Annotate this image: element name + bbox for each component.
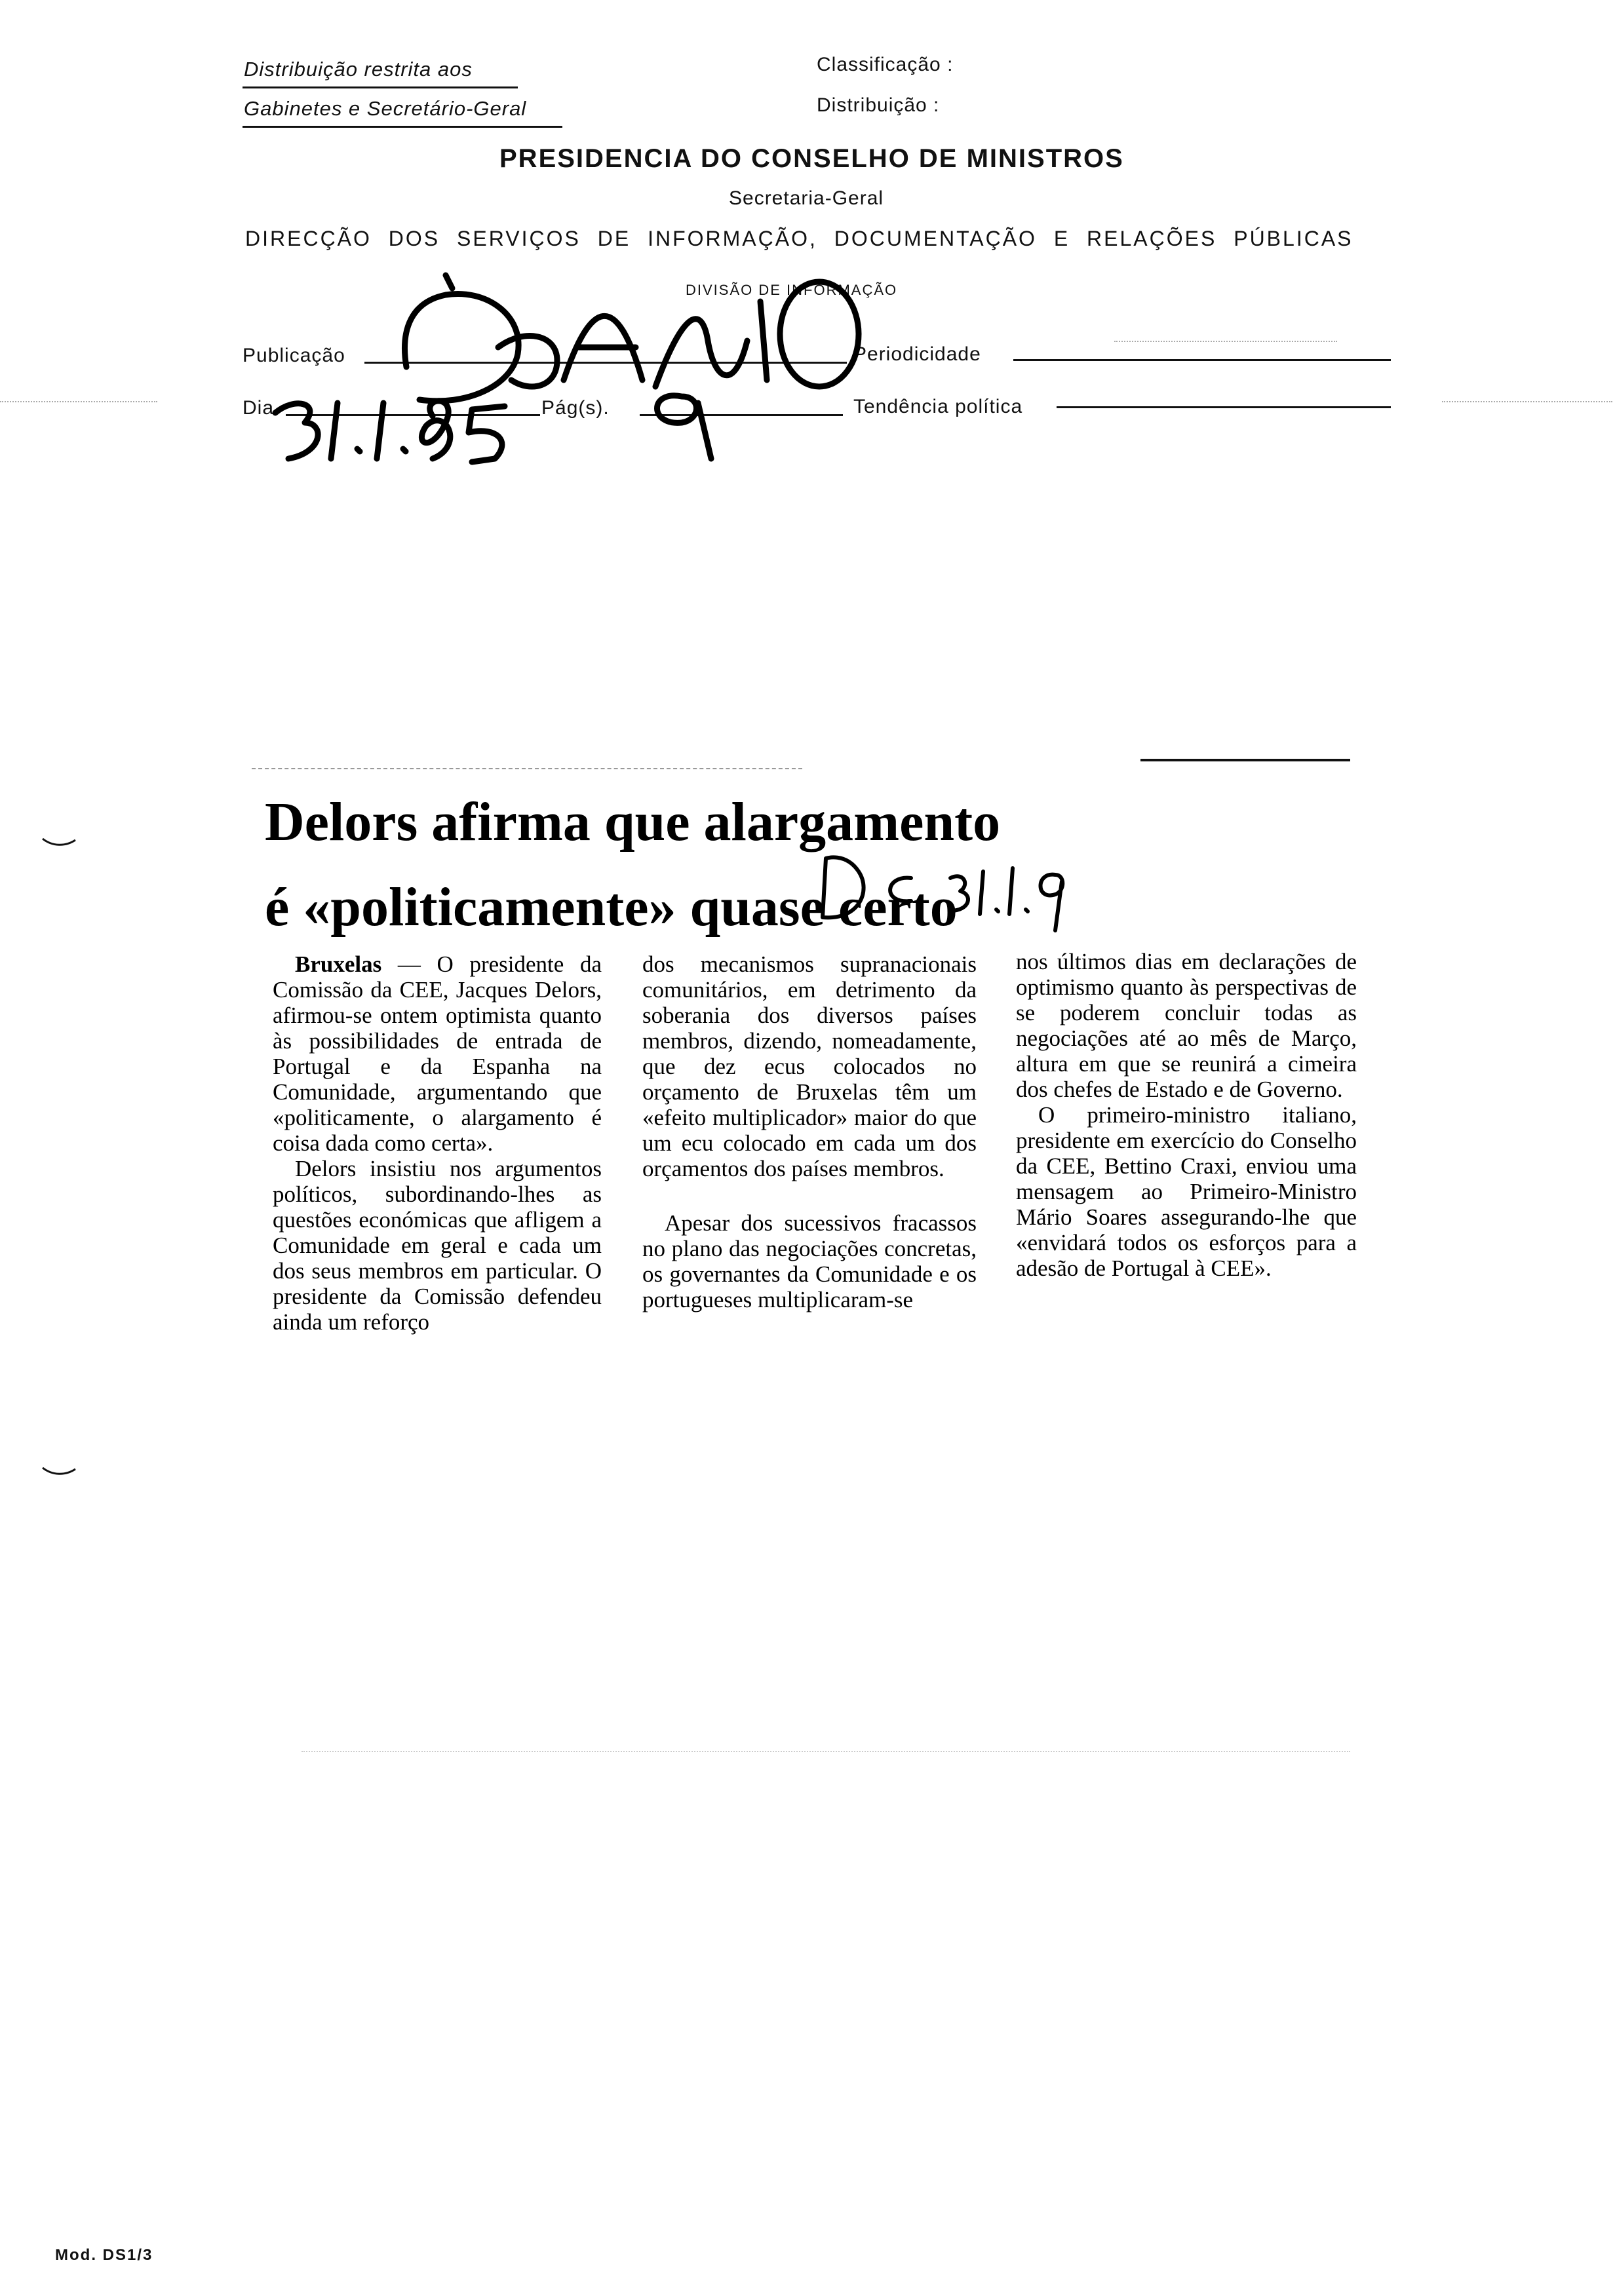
dateline: Bruxelas [295, 951, 382, 977]
handwriting-tick [446, 275, 452, 288]
handwriting-digit-5 [469, 406, 505, 462]
handwriting-o-stroke [780, 282, 859, 387]
handwriting-digit-8 [421, 401, 450, 459]
handwriting-dot-2 [403, 449, 406, 451]
annotation-digit-9 [1041, 875, 1063, 930]
division-label: DIVISÃO DE INFORMAÇÃO [686, 282, 898, 298]
handwriting-a-stroke [564, 316, 642, 380]
annotation-digit-3 [950, 876, 968, 911]
annotation-digit-1 [980, 871, 983, 914]
article-column-1 [273, 951, 602, 1335]
handwritten-annotation [806, 839, 1081, 944]
handwritten-marks-header [249, 262, 905, 472]
column2-paragraph2: Apesar dos sucessivos fracassos no plano das negociações concretas, os governantes da Comunidade e os portugueses multiplicaram-se [642, 1210, 977, 1312]
annotation-dot-2 [1026, 909, 1028, 911]
article-column-2 [642, 951, 977, 1312]
distribution-restricted-line2: Gabinetes e Secretário-Geral [244, 97, 527, 120]
handwriting-digit-1 [331, 403, 338, 459]
column2-paragraph1: dos mecanismos supranacionais comunitários, em detrimento da soberania dos diversos países membros, dizendo, nomeadamente, que dez ecus colocados no orçamento de Bruxelas têm um «efeito multiplicador» maior do que um ecu colocado em cada um dos orçamentos dos países membros. [642, 951, 977, 1181]
annotation-dot-1 [996, 909, 998, 911]
political-tendency-rule [1057, 406, 1391, 408]
secretariat-subtitle: Secretaria-Geral [729, 187, 884, 209]
annotation-c-stroke [890, 878, 911, 902]
column1-paragraph2: Delors insistiu nos argumentos políticos, subordinando-lhes as questões económicas que afligem a Comunidade em geral e cada um dos seus membros em particular. O presidente da Comissão defendeu ainda um reforço [273, 1156, 602, 1335]
column1-paragraph1 [273, 951, 602, 1156]
handwriting-i2-stroke [760, 301, 767, 380]
margin-mark-1 [39, 832, 79, 852]
periodicity-rule [1013, 359, 1391, 361]
faint-scan-line [302, 1751, 1350, 1752]
column3-paragraph2: O primeiro-ministro italiano, presidente em exercício do Conselho da CEE, Bettino Craxi, enviou uma mensagem ao Primeiro-Ministro Mário Soares assegurando-lhe que «envidará todos os esforços para a adesão de Portugal à CEE». [1016, 1102, 1357, 1281]
pages-label: Pág(s). [541, 397, 610, 419]
column3-paragraph1: nos últimos dias em declarações de optimismo quanto às perspectivas de se poderem concluir todas as negociações até ao mês de Março, altura em que se reunirá a cimeira dos chefes de Estado e de Governo. [1016, 949, 1357, 1102]
annotation-digit-1b [1009, 868, 1013, 914]
scan-mark-left [0, 401, 157, 402]
political-tendency-label: Tendência política [853, 396, 1023, 417]
handwriting-digit-1b [377, 403, 383, 459]
annotation-d-stroke [823, 857, 864, 917]
handwriting-dot-1 [357, 449, 360, 451]
headline-line1: Delors afirma que alargamento [265, 792, 1001, 852]
distribution-underline-2 [243, 126, 562, 128]
form-code: Mod. DS1/3 [55, 2246, 153, 2264]
handwriting-digit-3 [275, 404, 318, 459]
periodicity-label: Periodicidade [853, 343, 981, 365]
article-top-rule [252, 768, 802, 769]
headline-line2: é «politicamente» quase certo [265, 877, 958, 938]
institution-title: PRESIDENCIA DO CONSELHO DE MINISTROS [499, 144, 1124, 173]
day-label: Dia [243, 397, 275, 419]
scan-mark-top [1114, 341, 1337, 342]
distribution-label: Distribuição : [817, 94, 940, 116]
publication-label: Publicação [243, 345, 345, 366]
classification-label: Classificação : [817, 54, 954, 75]
distribution-restricted-line1: Distribuição restrita aos [244, 58, 473, 81]
handwriting-r-stroke [655, 319, 747, 387]
margin-mark-2 [39, 1461, 79, 1481]
column1-paragraph1-text: — O presidente da Comissão da CEE, Jacques Delors, afirmou-se ontem optimista quanto às possibilidades de entrada de Portugal e da Espanha na Comunidade, argumentando que «politicamente, o alargamento é coisa dada como certa». [273, 951, 602, 1156]
scan-mark-right [1442, 401, 1612, 402]
article-column-3 [1016, 949, 1357, 1281]
distribution-underline-1 [243, 86, 518, 88]
directorate-title: DIRECÇÃO DOS SERVIÇOS DE INFORMAÇÃO, DOCUMENTAÇÃO E RELAÇÕES PÚBLICAS [245, 227, 1353, 250]
article-top-rule-right [1140, 759, 1350, 761]
handwriting-digit-9 [657, 396, 712, 459]
